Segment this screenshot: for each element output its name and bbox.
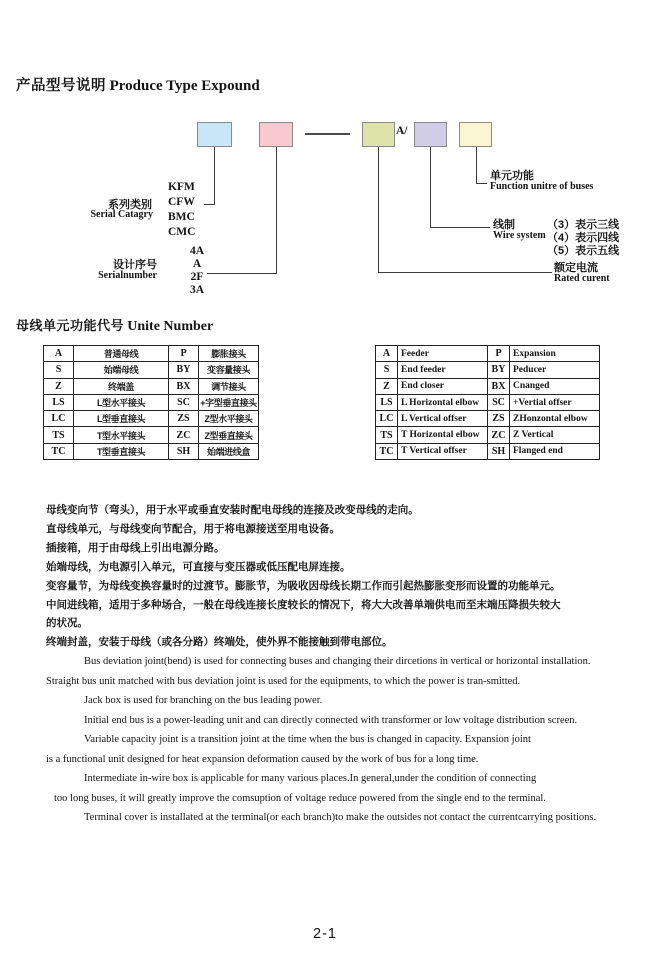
desc-cell: End feeder xyxy=(398,362,488,378)
connector-line xyxy=(430,147,431,227)
desc-cell: L型水平接头 xyxy=(74,394,169,410)
desc-cell: 始端母线 xyxy=(74,362,169,378)
table-row xyxy=(44,362,259,378)
page-title xyxy=(16,74,260,95)
desc-cell: 膨胀接头 xyxy=(199,346,259,362)
table-row xyxy=(376,346,600,362)
series-value: KFM xyxy=(168,181,195,193)
series-code-box xyxy=(197,122,232,147)
code-cell: LS xyxy=(376,394,398,410)
connector-line xyxy=(276,147,277,273)
body-line-cn: 中间进线箱，适用于多种场合，一般在母线连接长度较长的情况下，将大大改善单端供电而至末端压降损失较大 xyxy=(46,598,561,611)
body-line-cn: 母线变向节（弯头），用于水平或垂直安装时配电母线的连接及改变母线的走向。 xyxy=(46,504,419,516)
code-cell: LS xyxy=(44,394,74,410)
series-value: CMC xyxy=(168,226,196,238)
desc-cell: L Horizontal elbow xyxy=(398,394,488,410)
desc-cell: 调节接头 xyxy=(199,378,259,394)
code-cell: SH xyxy=(488,443,510,459)
series-value: BMC xyxy=(168,211,195,223)
code-cell: TS xyxy=(44,427,74,443)
table-row xyxy=(44,427,259,443)
code-cell: LC xyxy=(376,411,398,427)
connector-line xyxy=(204,204,215,205)
unit-code-table-en xyxy=(375,345,600,460)
desc-cell: T型垂直接头 xyxy=(74,443,169,459)
wire-system-label-zh: 线制 xyxy=(493,219,515,231)
body-line-en: too long buses, it will greatly improve the comsuption of voltage reduce powered from the single end to the terminal. xyxy=(54,792,546,804)
slash-a-label: A/ xyxy=(396,125,408,137)
table-row xyxy=(44,394,259,410)
rated-current-label-en: Rated curent xyxy=(554,273,610,284)
desc-cell: Z型水平接头 xyxy=(199,411,259,427)
wire-system-option: （3）表示三线 xyxy=(547,219,620,231)
desc-cell: L型垂直接头 xyxy=(74,411,169,427)
table-row xyxy=(376,394,600,410)
body-line-cn: 直母线单元，与母线变向节配合，用于将电源接送至用电设备。 xyxy=(46,522,340,535)
body-line-en: Bus deviation joint(bend) is used for connecting buses and changing their dircetions in vertical or horizontal installation. xyxy=(84,656,591,668)
desc-cell: Flanged end xyxy=(510,443,600,459)
desc-cell: Cnanged xyxy=(510,378,600,394)
desc-cell: T型水平接头 xyxy=(74,427,169,443)
table-row xyxy=(376,411,600,427)
desc-cell: ZHonzontal elbow xyxy=(510,411,600,427)
desc-cell: End closer xyxy=(398,378,488,394)
rated-current-code-box xyxy=(362,122,395,147)
design-number-value: 3A xyxy=(189,284,205,296)
body-line-en: Straight bus unit matched with bus deviation joint is used for the equipments, to which the power is tran-smitted. xyxy=(46,675,521,687)
code-cell: P xyxy=(488,346,510,362)
connector-line xyxy=(214,147,215,204)
code-cell: TC xyxy=(44,443,74,459)
unit-function-code-box xyxy=(459,122,492,147)
body-line-cn: 变容量节，为母线变换容量时的过渡节。膨胀节，为吸收因母线长期工作而引起热膨胀变形而设置的功能单元。 xyxy=(46,579,561,592)
table-row xyxy=(44,346,259,362)
series-value: CFW xyxy=(168,196,195,208)
serial-number-label-zh: 设计序号 xyxy=(113,259,157,271)
section-title xyxy=(16,315,213,335)
rated-current-label-zh: 额定电流 xyxy=(554,262,598,274)
body-line-en: is a functional unit designed for heat expansion deformation caused by the work of bus for a long time. xyxy=(46,753,479,765)
code-cell: ZC xyxy=(488,427,510,443)
body-line-cn: 的状况。 xyxy=(46,617,88,630)
table-row xyxy=(376,362,600,378)
desc-cell: Feeder xyxy=(398,346,488,362)
desc-cell: Peducer xyxy=(510,362,600,378)
table-row xyxy=(376,378,600,394)
body-line-cn: 插接箱，用于由母线上引出电源分路。 xyxy=(46,541,225,554)
connector-line xyxy=(476,183,487,184)
table-row xyxy=(376,443,600,459)
wire-system-label-en: Wire system xyxy=(493,230,546,241)
code-cell: A xyxy=(376,346,398,362)
desc-cell: 变容量接头 xyxy=(199,362,259,378)
desc-cell: +字型垂直接头 xyxy=(199,394,259,410)
desc-cell: 始端进线盒 xyxy=(199,443,259,459)
serial-category-label-zh: 系列类别 xyxy=(108,199,152,211)
code-cell: SC xyxy=(169,394,199,410)
description-text xyxy=(46,501,640,828)
desc-cell: 普通母线 xyxy=(74,346,169,362)
unit-code-table-cn xyxy=(43,345,259,460)
desc-cell: T Vertical offser xyxy=(398,443,488,459)
desc-cell: Z型垂直接头 xyxy=(199,427,259,443)
desc-cell: Z Vertical xyxy=(510,427,600,443)
design-number-code-box xyxy=(259,122,293,147)
connector-line xyxy=(378,272,552,273)
body-line-en: Variable capacity joint is a transition joint at the time when the bus is changed in capacity. Expansion joint xyxy=(84,734,531,746)
code-cell: Z xyxy=(44,378,74,394)
wire-system-code-box xyxy=(414,122,447,147)
code-cell: ZS xyxy=(169,411,199,427)
page-number: 2-1 xyxy=(313,926,337,942)
connector-line xyxy=(476,147,477,183)
unit-function-label-en: Function unitre of buses xyxy=(490,181,594,192)
body-line-en: Jack box is used for branching on the bus leading power. xyxy=(84,695,323,707)
desc-cell: L Vertical offser xyxy=(398,411,488,427)
code-cell: A xyxy=(44,346,74,362)
page-title-en: Produce Type Expound xyxy=(109,78,260,94)
body-line-en: Initial end bus is a power-leading unit and can directly connected with transformer or low voltage distribution screen. xyxy=(84,714,578,726)
page-title-zh: 产品型号说明 xyxy=(16,78,106,94)
table-row xyxy=(44,443,259,459)
code-cell: ZS xyxy=(488,411,510,427)
design-number-value: 4A xyxy=(189,245,205,257)
code-cell: S xyxy=(44,362,74,378)
code-cell: BX xyxy=(169,378,199,394)
desc-cell: Expansion xyxy=(510,346,600,362)
table-row xyxy=(44,378,259,394)
code-cell: S xyxy=(376,362,398,378)
table-row xyxy=(44,411,259,427)
code-cell: TC xyxy=(376,443,398,459)
code-cell: TS xyxy=(376,427,398,443)
body-line-cn: 始端母线，为电源引入单元，可直接与变压器或低压配电屏连接。 xyxy=(46,560,351,573)
desc-cell: T Horizontal elbow xyxy=(398,427,488,443)
connector-line xyxy=(430,227,490,228)
serial-category-label-en: Serial Catagry xyxy=(90,209,153,220)
code-cell: BX xyxy=(488,378,510,394)
design-number-value: 2F xyxy=(190,271,204,283)
body-line-cn: 终端封盖，安装于母线（或各分路）终端处，使外界不能接触到带电部位。 xyxy=(46,636,393,649)
code-cell: ZC xyxy=(169,427,199,443)
table-row xyxy=(376,427,600,443)
body-line-en: Intermediate in-wire box is applicable for many various places.In general,under the condition of connecting xyxy=(84,773,537,785)
code-cell: BY xyxy=(169,362,199,378)
code-cell: BY xyxy=(488,362,510,378)
serial-number-label-en: Serialnumber xyxy=(98,270,157,281)
wire-system-option: （5）表示五线 xyxy=(547,245,620,257)
design-number-value: A xyxy=(192,258,202,270)
desc-cell: 终端盖 xyxy=(74,378,169,394)
unit-function-label-zh: 单元功能 xyxy=(490,170,534,182)
wire-system-option: （4）表示四线 xyxy=(547,232,620,244)
body-line-en: Terminal cover is installated at the terminal(or each branch)to make the outsides not contact the currentcarrying positions. xyxy=(84,812,597,824)
section-title-zh: 母线单元功能代号 xyxy=(16,318,125,333)
code-cell: Z xyxy=(376,378,398,394)
section-title-en: Unite Number xyxy=(127,319,214,334)
connector-line xyxy=(378,147,379,272)
code-cell: LC xyxy=(44,411,74,427)
connector-line xyxy=(207,273,277,274)
dash-line xyxy=(305,133,350,135)
code-cell: SC xyxy=(488,394,510,410)
desc-cell: +Vertial offser xyxy=(510,394,600,410)
code-cell: P xyxy=(169,346,199,362)
code-cell: SH xyxy=(169,443,199,459)
